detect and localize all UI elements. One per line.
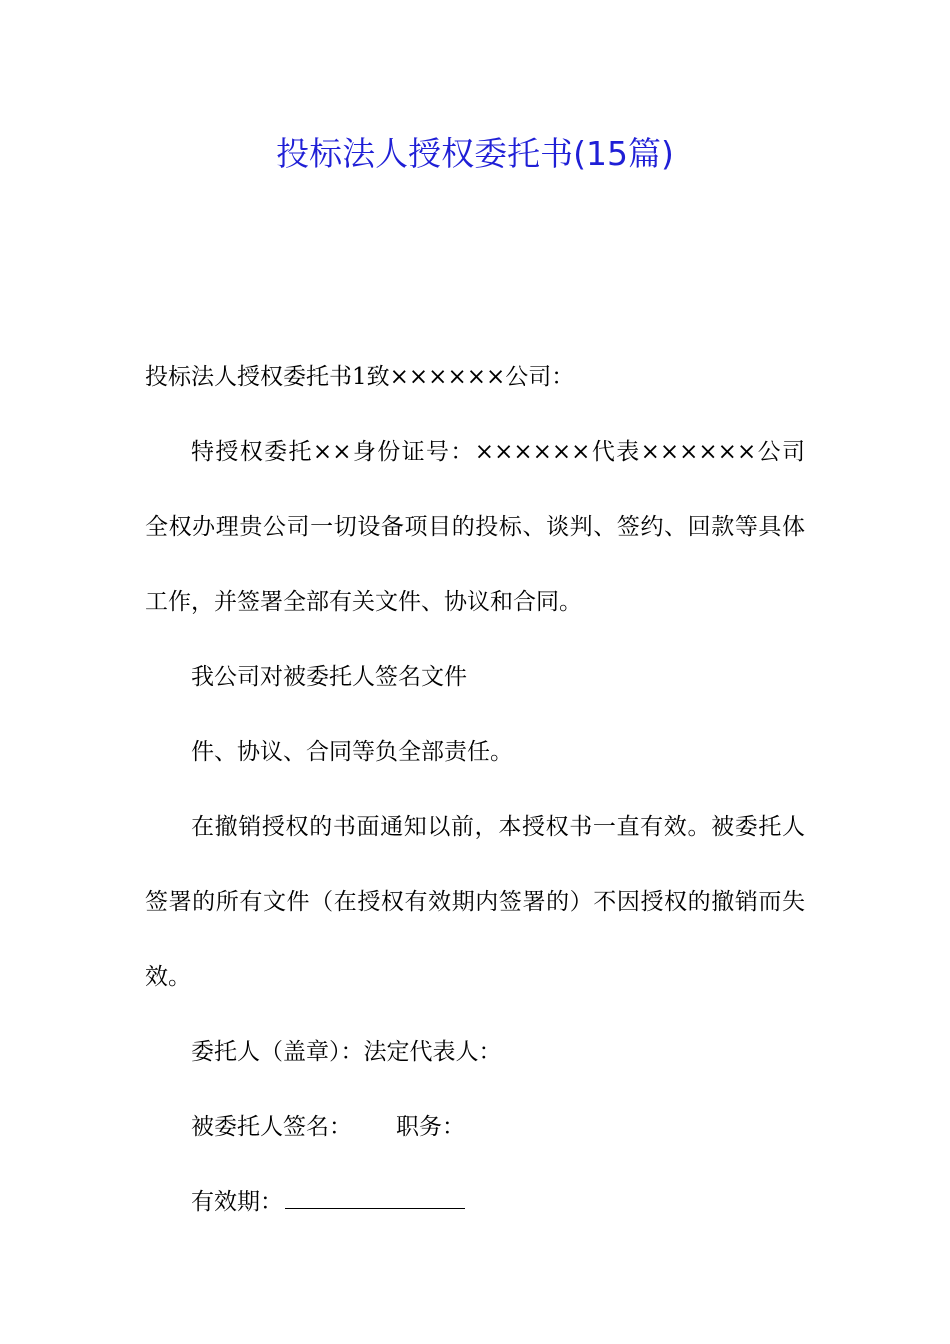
validity-period-blank-line bbox=[285, 1188, 465, 1209]
document-title: 投标法人授权委托书(15篇) bbox=[276, 134, 674, 173]
paragraph-principal-signature: 委托人（盖章）：法定代表人： bbox=[191, 1039, 502, 1065]
position-label: 职务： bbox=[396, 1114, 465, 1140]
paragraph-addressee: 投标法人授权委托书1致××××××公司： bbox=[145, 364, 575, 390]
paragraph-validity-period bbox=[145, 1165, 805, 1240]
paragraph-authorization: 特授权委托××身份证号：××××××代表××××××公司全权办理贵公司一切设备项目的投标、谈判、签约、回款等具体工作，并签署全部有关文件、协议和合同。 bbox=[145, 439, 805, 615]
paragraph-agent-signature bbox=[145, 1090, 805, 1165]
document-body bbox=[145, 340, 805, 1240]
paragraph-responsibility-start: 我公司对被委托人签名文件 bbox=[191, 664, 467, 690]
agent-signature-label: 被委托人签名： bbox=[191, 1114, 352, 1140]
validity-period-label: 有效期： bbox=[191, 1189, 283, 1215]
paragraph-responsibility-end: 件、协议、合同等负全部责任。 bbox=[191, 739, 513, 765]
paragraph-validity: 在撤销授权的书面通知以前，本授权书一直有效。被委托人签署的所有文件（在授权有效期内签署的）不因授权的撤销而失效。 bbox=[145, 814, 805, 990]
